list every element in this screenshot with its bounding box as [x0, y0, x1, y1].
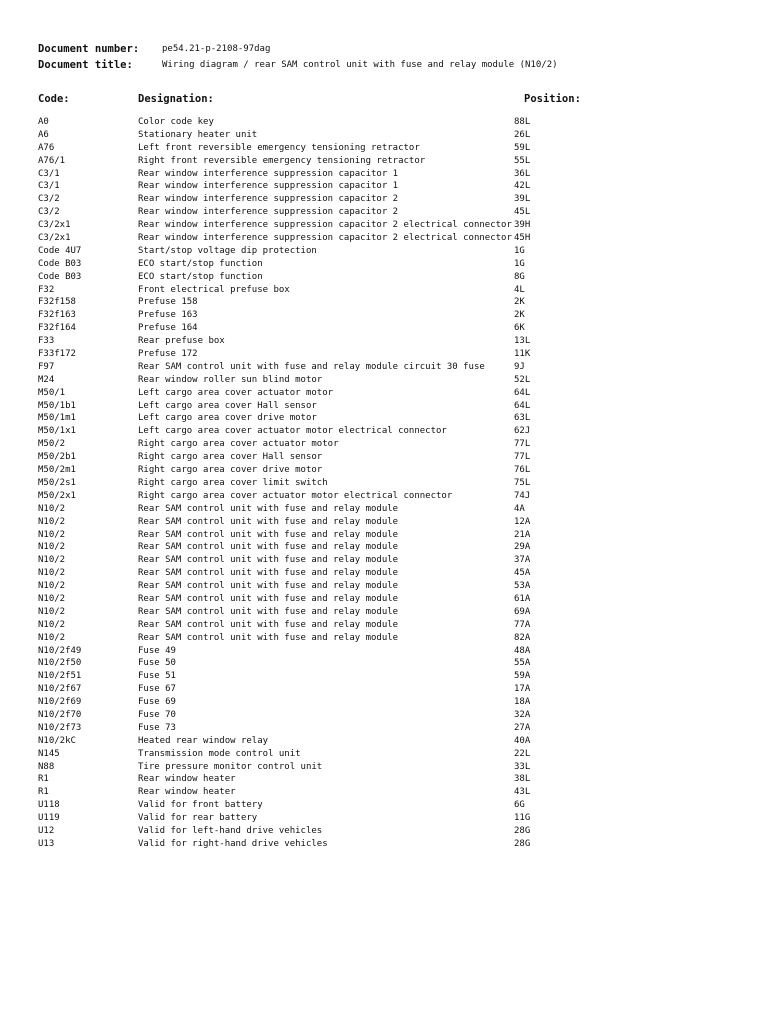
row-code: N10/2: [38, 503, 66, 514]
row-designation: Right cargo area cover drive motor: [138, 465, 323, 476]
row-position: 45A: [514, 568, 531, 579]
table-row: [0, 825, 768, 838]
row-code: F32f163: [38, 310, 76, 321]
row-position: 53A: [514, 581, 531, 592]
row-designation: Right cargo area cover actuator motor: [138, 439, 339, 450]
row-designation: Rear SAM control unit with fuse and relay module: [138, 568, 399, 579]
row-code: N10/2: [38, 632, 66, 643]
row-code: A6: [38, 129, 49, 140]
row-position: 12A: [514, 516, 531, 527]
table-row: [0, 838, 768, 851]
row-position: 4A: [514, 503, 525, 514]
row-code: N145: [38, 748, 60, 759]
row-designation: Fuse 67: [138, 684, 176, 695]
table-row: [0, 490, 768, 503]
row-designation: Rear SAM control unit with fuse and relay module: [138, 516, 399, 527]
row-designation: Fuse 49: [138, 645, 176, 656]
row-position: 1G: [514, 245, 525, 256]
table-row: [0, 529, 768, 542]
row-designation: Rear SAM control unit with fuse and relay module: [138, 581, 399, 592]
row-position: 29A: [514, 542, 531, 553]
table-row: [0, 129, 768, 142]
row-designation: Rear window interference suppression capacitor 2 electrical connector: [138, 220, 512, 231]
table-row: [0, 245, 768, 258]
row-designation: Rear window interference suppression capacitor 2: [138, 207, 399, 218]
row-designation: Rear SAM control unit with fuse and relay module circuit 30 fuse: [138, 361, 485, 372]
table-row: [0, 387, 768, 400]
row-designation: Prefuse 164: [138, 323, 198, 334]
row-position: 27A: [514, 722, 531, 733]
row-position: 9J: [514, 361, 525, 372]
table-row: [0, 773, 768, 786]
row-position: 45H: [514, 233, 531, 244]
row-designation: Color code key: [138, 117, 214, 127]
row-code: N10/2f69: [38, 697, 82, 708]
row-position: 77L: [514, 439, 531, 450]
row-code: Code B03: [38, 271, 82, 282]
legend-table: [0, 116, 768, 851]
row-code: N10/2: [38, 581, 66, 592]
row-position: 13L: [514, 336, 531, 347]
table-row: [0, 438, 768, 451]
row-designation: Rear window interference suppression capacitor 2: [138, 194, 399, 205]
row-position: 82A: [514, 632, 531, 643]
row-position: 4L: [514, 284, 525, 295]
row-code: M24: [38, 374, 55, 385]
row-code: C3/2x1: [38, 233, 71, 244]
table-row: [0, 580, 768, 593]
row-position: 37A: [514, 555, 531, 566]
row-code: U119: [38, 813, 60, 824]
table-row: [0, 425, 768, 438]
row-position: 11K: [514, 349, 531, 360]
row-code: F32f158: [38, 297, 76, 308]
row-code: M50/2s1: [38, 477, 76, 488]
row-designation: Left cargo area cover actuator motor: [138, 387, 334, 398]
row-designation: Rear SAM control unit with fuse and relay module: [138, 606, 399, 617]
row-designation: Stationary heater unit: [138, 129, 258, 140]
row-position: 42L: [514, 181, 531, 192]
row-code: N10/2kC: [38, 735, 76, 746]
row-designation: Fuse 70: [138, 709, 176, 720]
row-position: 40A: [514, 735, 531, 746]
table-row: [0, 619, 768, 632]
row-designation: Prefuse 163: [138, 310, 198, 321]
row-designation: Rear SAM control unit with fuse and relay module: [138, 632, 399, 643]
row-code: M50/2x1: [38, 490, 76, 501]
row-designation: Rear window heater: [138, 774, 236, 785]
table-row: [0, 258, 768, 271]
row-code: F97: [38, 361, 55, 372]
table-row: [0, 271, 768, 284]
row-position: 55L: [514, 155, 531, 166]
row-designation: Rear window roller sun blind motor: [138, 374, 323, 385]
row-code: N10/2: [38, 619, 66, 630]
row-designation: Right front reversible emergency tensioning retractor: [138, 155, 426, 166]
row-designation: Transmission mode control unit: [138, 748, 301, 759]
row-code: C3/2: [38, 194, 60, 205]
row-designation: ECO start/stop function: [138, 258, 263, 269]
row-position: 63L: [514, 413, 531, 424]
row-designation: Rear SAM control unit with fuse and relay module: [138, 555, 399, 566]
row-code: U13: [38, 838, 55, 849]
row-position: 52L: [514, 374, 531, 385]
table-row: [0, 632, 768, 645]
row-position: 28G: [514, 825, 531, 836]
row-code: M50/1: [38, 387, 66, 398]
row-position: 76L: [514, 465, 531, 476]
row-code: M50/2: [38, 439, 66, 450]
row-position: 2K: [514, 297, 525, 308]
row-designation: Fuse 73: [138, 722, 176, 733]
row-code: A76/1: [38, 155, 66, 166]
table-row: [0, 541, 768, 554]
row-position: 77A: [514, 619, 531, 630]
row-position: 55A: [514, 658, 531, 669]
table-row: [0, 451, 768, 464]
row-code: C3/2: [38, 207, 60, 218]
table-row: [0, 412, 768, 425]
table-row: [0, 748, 768, 761]
position-column-header: Position:: [524, 93, 581, 105]
row-position: 69A: [514, 606, 531, 617]
row-position: 18A: [514, 697, 531, 708]
table-row: [0, 761, 768, 774]
row-designation: Rear SAM control unit with fuse and relay module: [138, 593, 399, 604]
row-code: A0: [38, 117, 49, 127]
row-position: 62J: [514, 426, 531, 437]
row-designation: Fuse 51: [138, 671, 176, 682]
row-designation: Prefuse 172: [138, 349, 198, 360]
row-code: R1: [38, 787, 49, 798]
row-designation: Fuse 50: [138, 658, 176, 669]
table-row: [0, 735, 768, 748]
row-code: U12: [38, 825, 55, 836]
row-code: N10/2f49: [38, 645, 82, 656]
document-title-value: Wiring diagram / rear SAM control unit with fuse and relay module (N10/2): [162, 60, 558, 70]
row-position: 8G: [514, 271, 525, 282]
row-position: 88L: [514, 117, 531, 127]
row-position: 43L: [514, 787, 531, 798]
table-row: [0, 309, 768, 322]
row-designation: Left cargo area cover drive motor: [138, 413, 317, 424]
row-code: U118: [38, 800, 60, 811]
document-number-label: Document number:: [38, 43, 140, 55]
document-title-label: Document title:: [38, 59, 133, 71]
row-code: C3/1: [38, 181, 60, 192]
row-code: Code B03: [38, 258, 82, 269]
row-position: 26L: [514, 129, 531, 140]
row-position: 39L: [514, 194, 531, 205]
table-row: [0, 374, 768, 387]
row-position: 11G: [514, 813, 531, 824]
row-designation: Right cargo area cover actuator motor electrical connector: [138, 490, 453, 501]
table-row: [0, 670, 768, 683]
table-row: [0, 645, 768, 658]
table-row: [0, 503, 768, 516]
table-row: [0, 593, 768, 606]
table-row: [0, 799, 768, 812]
row-position: 6K: [514, 323, 525, 334]
row-position: 59A: [514, 671, 531, 682]
row-position: 74J: [514, 490, 531, 501]
row-designation: Rear SAM control unit with fuse and relay module: [138, 503, 399, 514]
table-row: [0, 786, 768, 799]
table-row: [0, 335, 768, 348]
row-designation: Left cargo area cover actuator motor electrical connector: [138, 426, 447, 437]
row-position: 45L: [514, 207, 531, 218]
row-position: 59L: [514, 142, 531, 153]
row-code: M50/2b1: [38, 452, 76, 463]
row-code: F33: [38, 336, 55, 347]
row-code: N10/2f73: [38, 722, 82, 733]
row-designation: Rear prefuse box: [138, 336, 225, 347]
table-row: [0, 516, 768, 529]
row-code: M50/1x1: [38, 426, 76, 437]
row-code: N10/2f67: [38, 684, 82, 695]
table-row: [0, 322, 768, 335]
row-code: C3/1: [38, 168, 60, 179]
row-position: 6G: [514, 800, 525, 811]
row-position: 32A: [514, 709, 531, 720]
row-position: 17A: [514, 684, 531, 695]
row-designation: Rear SAM control unit with fuse and relay module: [138, 529, 399, 540]
row-code: N88: [38, 761, 55, 772]
row-position: 1G: [514, 258, 525, 269]
row-code: C3/2x1: [38, 220, 71, 231]
row-position: 28G: [514, 838, 531, 849]
row-code: N10/2: [38, 529, 66, 540]
table-row: [0, 219, 768, 232]
row-code: N10/2: [38, 606, 66, 617]
row-code: N10/2: [38, 542, 66, 553]
designation-column-header: Designation:: [138, 93, 214, 105]
row-code: F32: [38, 284, 55, 295]
row-code: M50/1m1: [38, 413, 76, 424]
table-row: [0, 696, 768, 709]
row-designation: Valid for left-hand drive vehicles: [138, 825, 323, 836]
table-row: [0, 193, 768, 206]
row-position: 33L: [514, 761, 531, 772]
table-row: [0, 812, 768, 825]
row-code: Code 4U7: [38, 245, 82, 256]
row-code: M50/2m1: [38, 465, 76, 476]
row-position: 38L: [514, 774, 531, 785]
table-row: [0, 116, 768, 129]
row-designation: Right cargo area cover limit switch: [138, 477, 328, 488]
row-designation: Fuse 69: [138, 697, 176, 708]
table-row: [0, 567, 768, 580]
row-position: 21A: [514, 529, 531, 540]
row-code: F32f164: [38, 323, 76, 334]
row-designation: Tire pressure monitor control unit: [138, 761, 323, 772]
row-designation: Rear window heater: [138, 787, 236, 798]
table-row: [0, 683, 768, 696]
code-column-header: Code:: [38, 93, 70, 105]
table-row: [0, 400, 768, 413]
row-code: R1: [38, 774, 49, 785]
row-designation: Left cargo area cover Hall sensor: [138, 400, 317, 411]
table-row: [0, 232, 768, 245]
table-row: [0, 348, 768, 361]
row-code: N10/2: [38, 568, 66, 579]
row-position: 61A: [514, 593, 531, 604]
row-designation: Valid for front battery: [138, 800, 263, 811]
table-row: [0, 142, 768, 155]
row-designation: Rear window interference suppression capacitor 1: [138, 168, 399, 179]
table-row: [0, 155, 768, 168]
row-position: 77L: [514, 452, 531, 463]
row-designation: Rear window interference suppression capacitor 1: [138, 181, 399, 192]
row-code: N10/2: [38, 555, 66, 566]
row-position: 2K: [514, 310, 525, 321]
row-designation: Prefuse 158: [138, 297, 198, 308]
table-row: [0, 361, 768, 374]
row-code: M50/1b1: [38, 400, 76, 411]
table-row: [0, 477, 768, 490]
table-row: [0, 168, 768, 181]
table-row: [0, 722, 768, 735]
table-row: [0, 554, 768, 567]
row-position: 64L: [514, 387, 531, 398]
row-code: F33f172: [38, 349, 76, 360]
row-position: 36L: [514, 168, 531, 179]
row-designation: Rear SAM control unit with fuse and relay module: [138, 619, 399, 630]
row-designation: Front electrical prefuse box: [138, 284, 290, 295]
row-position: 75L: [514, 477, 531, 488]
row-position: 39H: [514, 220, 531, 231]
row-designation: Heated rear window relay: [138, 735, 269, 746]
row-code: A76: [38, 142, 55, 153]
row-code: N10/2: [38, 516, 66, 527]
row-code: N10/2f50: [38, 658, 82, 669]
row-code: N10/2f70: [38, 709, 82, 720]
table-row: [0, 464, 768, 477]
row-position: 48A: [514, 645, 531, 656]
row-designation: Right cargo area cover Hall sensor: [138, 452, 323, 463]
row-designation: Valid for rear battery: [138, 813, 258, 824]
row-code: N10/2: [38, 593, 66, 604]
row-designation: ECO start/stop function: [138, 271, 263, 282]
row-designation: Rear SAM control unit with fuse and relay module: [138, 542, 399, 553]
row-position: 64L: [514, 400, 531, 411]
table-row: [0, 284, 768, 297]
row-position: 22L: [514, 748, 531, 759]
document-number-value: pe54.21-p-2108-97dag: [162, 44, 271, 54]
row-designation: Valid for right-hand drive vehicles: [138, 838, 328, 849]
table-row: [0, 657, 768, 670]
table-row: [0, 206, 768, 219]
table-row: [0, 606, 768, 619]
row-designation: Rear window interference suppression capacitor 2 electrical connector: [138, 233, 512, 244]
table-row: [0, 296, 768, 309]
table-row: [0, 709, 768, 722]
row-designation: Left front reversible emergency tensioning retractor: [138, 142, 420, 153]
row-designation: Start/stop voltage dip protection: [138, 245, 317, 256]
table-row: [0, 180, 768, 193]
row-code: N10/2f51: [38, 671, 82, 682]
